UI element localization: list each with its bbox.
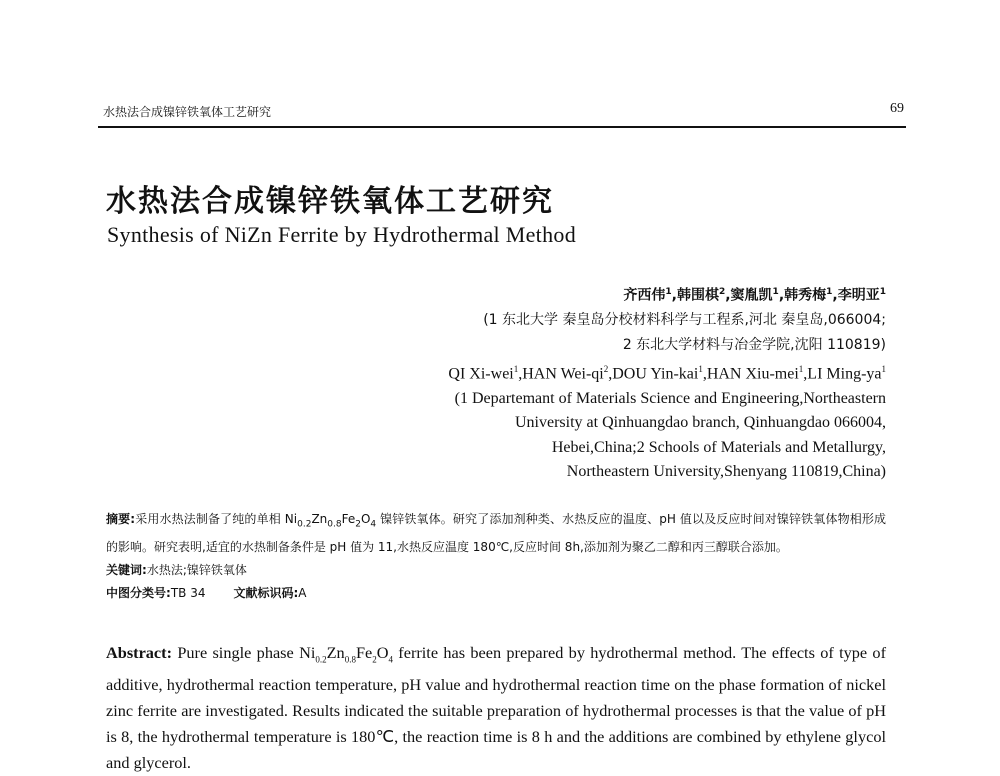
classification: 中图分类号:TB 34 文献标识码:A (106, 586, 307, 601)
authors-en: QI Xi-wei$^1$,HAN Wei-$qi^2,DOU$ Yin-kai$^1$,HAN Xiu-mei$^1$,LI Ming-$ya^1$ (448, 364, 886, 383)
formula: $Ni_{0.2}Zn_{0.8}Fe_2O_4$ (299, 643, 393, 665)
author-block (448, 280, 886, 485)
title-en: Synthesis of NiZn Ferrite by Hydrothermal Method (107, 222, 576, 247)
running-title: 水热法合成镍锌铁氧体工艺研究 (103, 105, 272, 119)
affiliation-en-line: (1 Departemant of Materials Science and Engineering,Northeastern (454, 389, 886, 407)
title-cn: 水热法合成镍锌铁氧体工艺研究 (106, 184, 554, 219)
authors-cn: 齐西伟$^1$,韩围棋$^2$,窦胤凯$^1$,韩秀梅$^1$,李明亚$^1$ (623, 287, 886, 304)
affiliation-cn-line: (1 东北大学 秦皇岛分校材料科学与工程系,河北 秦皇岛,066004; (483, 312, 886, 329)
affiliation-en-line: Hebei,China;2 Schools of Materials and Metallurgy, (551, 438, 886, 456)
affiliation-cn-line: 2 东北大学材料与冶金学院,沈阳 110819) (622, 336, 886, 353)
abstract-cn: 摘要:采用水热法制备了纯的单相 $Ni_{0.2}Zn_{0.8}Fe_2O_4$ 镍锌铁氧体。研究了添加剂种类、水热反应的温度、pH 值以及反应时间对镍锌铁氧体物相形成的影响。研究表明,适宜的水热制备条件是 pH 值为 11,水热反应温度 180℃,反应时间 8h,添加剂为聚乙二醇和丙三醇联合添加。 关键词:水热法;镍锌铁氧体 中图分类号:TB 34 文献标识码:A (106, 508, 886, 605)
affiliation-en-line: University at Qinhuangdao branch, Qinhuangdao 066004, (514, 414, 886, 432)
keywords: 关键词:水热法;镍锌铁氧体 (106, 563, 247, 578)
abstract-en-label: Abstract: (106, 643, 173, 662)
page-number: 69 (890, 101, 904, 116)
abstract-cn-label: 摘要: (106, 512, 136, 526)
formula: $Ni_{0.2}Zn_{0.8}Fe_2O_4$ (284, 512, 377, 530)
header-rule (98, 126, 906, 128)
affiliation-en-line: Northeastern University,Shenyang 110819,China) (566, 463, 886, 481)
abstract-en: Abstract: Pure single phase $Ni_{0.2}Zn_{0.8}Fe_2O_4$ ferrite has been prepared by hydrothermal method. The effects of type of additive, hydrothermal reaction temperature, pH value and hydrothermal reaction time on the phase formation of nickel zinc ferrite are investigated. Results indicated the suitable preparation of hydrothermal processes is that the value of pH is 8, the hydrothermal temperature is 180℃, the reaction time is 8 h and the additions are combined by ethylene glycol and glycerol. (106, 643, 886, 773)
